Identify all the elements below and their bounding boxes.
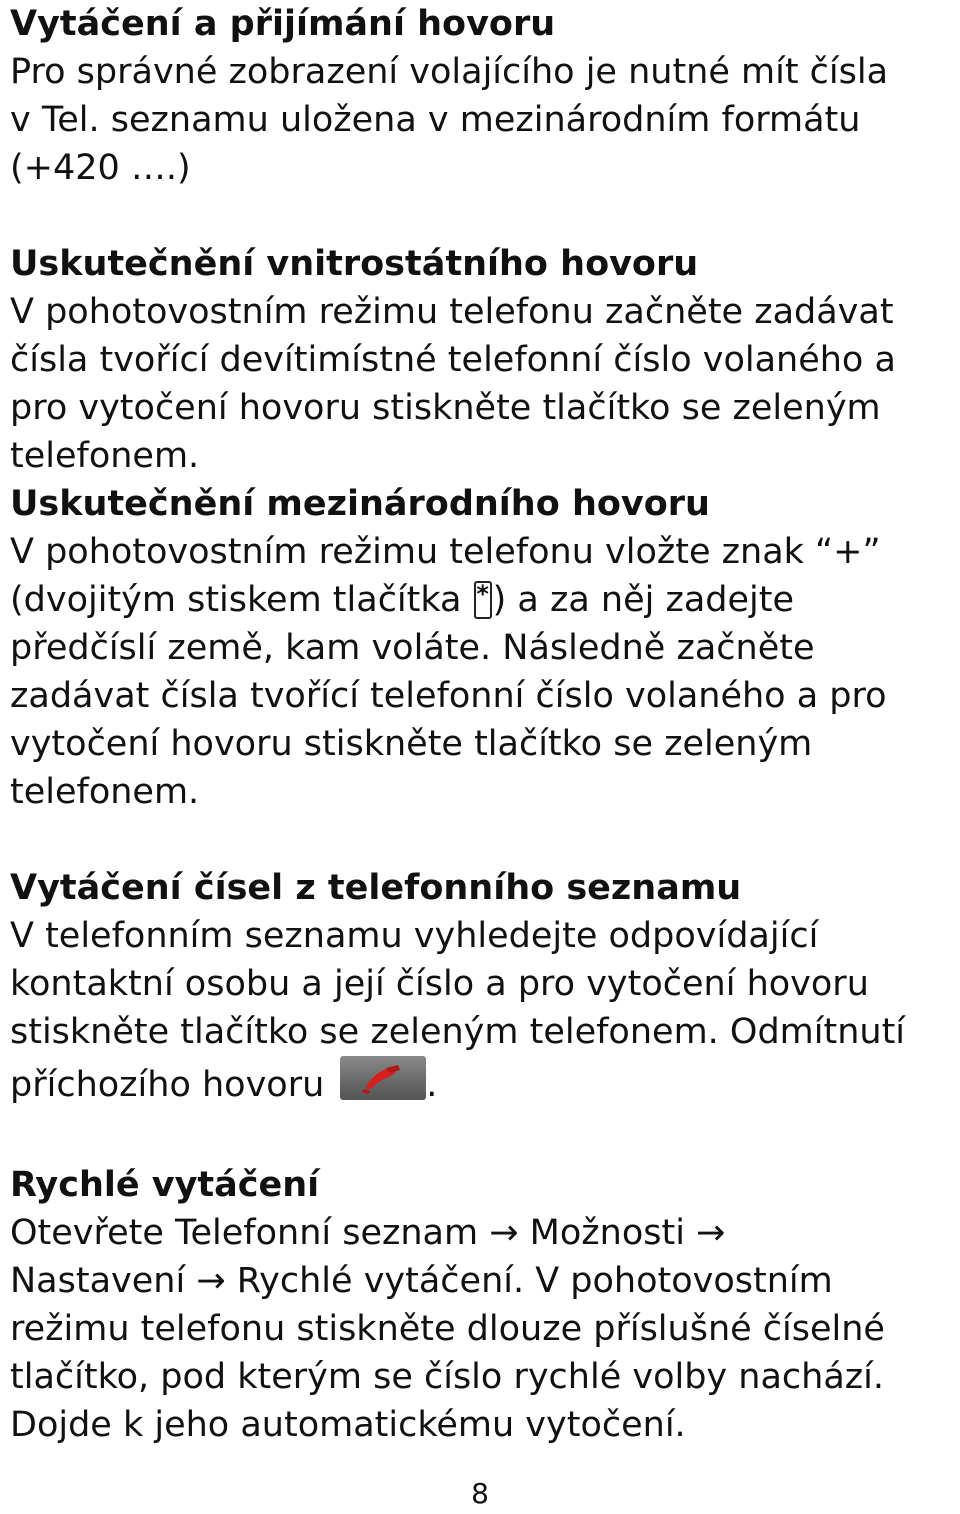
page-number: 8 bbox=[471, 1477, 489, 1510]
heading-international-call: Uskutečnění mezinárodního hovoru bbox=[10, 484, 710, 524]
spacer bbox=[10, 192, 960, 240]
line-text-before-key: (dvojitým stiskem tlačítka bbox=[10, 580, 473, 620]
heading-dialing: Vytáčení a přijímání hovoru bbox=[10, 4, 556, 44]
paragraph-line: kontaktní osobu a její číslo a pro vytočení hovoru bbox=[10, 964, 869, 1004]
paragraph-line: Dojde k jeho automatickému vytočení. bbox=[10, 1405, 686, 1445]
paragraph-line: zadávat čísla tvořící telefonní číslo volaného a pro bbox=[10, 676, 887, 716]
line-text-after-icon: . bbox=[426, 1065, 438, 1105]
heading-phonebook-dialing: Vytáčení čísel z telefonního seznamu bbox=[10, 868, 742, 908]
line-text-before-icon: příchozího hovoru bbox=[10, 1065, 325, 1105]
paragraph-line: tlačítko, pod kterým se číslo rychlé volby nachází. bbox=[10, 1357, 884, 1397]
paragraph-line: pro vytočení hovoru stiskněte tlačítko se zeleným bbox=[10, 388, 881, 428]
paragraph-line: předčíslí země, kam voláte. Následně začněte bbox=[10, 628, 815, 668]
paragraph-line: (+420 ….) bbox=[10, 148, 191, 188]
paragraph-line: Otevřete Telefonní seznam → Možnosti → bbox=[10, 1213, 726, 1253]
paragraph-line-with-key bbox=[10, 576, 960, 624]
spacer bbox=[10, 1113, 960, 1161]
paragraph-line-with-icon bbox=[10, 1056, 960, 1113]
paragraph-line: Nastavení → Rychlé vytáčení. V pohotovostním bbox=[10, 1261, 833, 1301]
line-text-after-key: ) a za něj zadejte bbox=[492, 580, 795, 620]
end-call-icon bbox=[340, 1056, 426, 1100]
star-key-icon bbox=[474, 581, 492, 619]
heading-speed-dial: Rychlé vytáčení bbox=[10, 1165, 320, 1205]
paragraph-line: telefonem. bbox=[10, 772, 200, 812]
paragraph-line: V pohotovostním režimu telefonu začněte zadávat bbox=[10, 292, 894, 332]
paragraph-line: V pohotovostním režimu telefonu vložte znak “+” bbox=[10, 532, 881, 572]
star-key-symbol: * bbox=[476, 580, 489, 608]
paragraph-line: v Tel. seznamu uložena v mezinárodním formátu bbox=[10, 100, 861, 140]
paragraph-line: V telefonním seznamu vyhledejte odpovídající bbox=[10, 916, 819, 956]
paragraph-line: vytočení hovoru stiskněte tlačítko se zeleným bbox=[10, 724, 813, 764]
paragraph-line: režimu telefonu stiskněte dlouze příslušné číselné bbox=[10, 1309, 885, 1349]
paragraph-line: čísla tvořící devítimístné telefonní číslo volaného a bbox=[10, 340, 896, 380]
heading-domestic-call: Uskutečnění vnitrostátního hovoru bbox=[10, 244, 699, 284]
red-phone-icon bbox=[340, 1056, 426, 1100]
spacer bbox=[10, 816, 960, 864]
paragraph-line: Pro správné zobrazení volajícího je nutné mít čísla bbox=[10, 52, 889, 92]
paragraph-line: stiskněte tlačítko se zeleným telefonem. Odmítnutí bbox=[10, 1012, 906, 1052]
manual-page bbox=[10, 0, 960, 1449]
paragraph-line: telefonem. bbox=[10, 436, 200, 476]
